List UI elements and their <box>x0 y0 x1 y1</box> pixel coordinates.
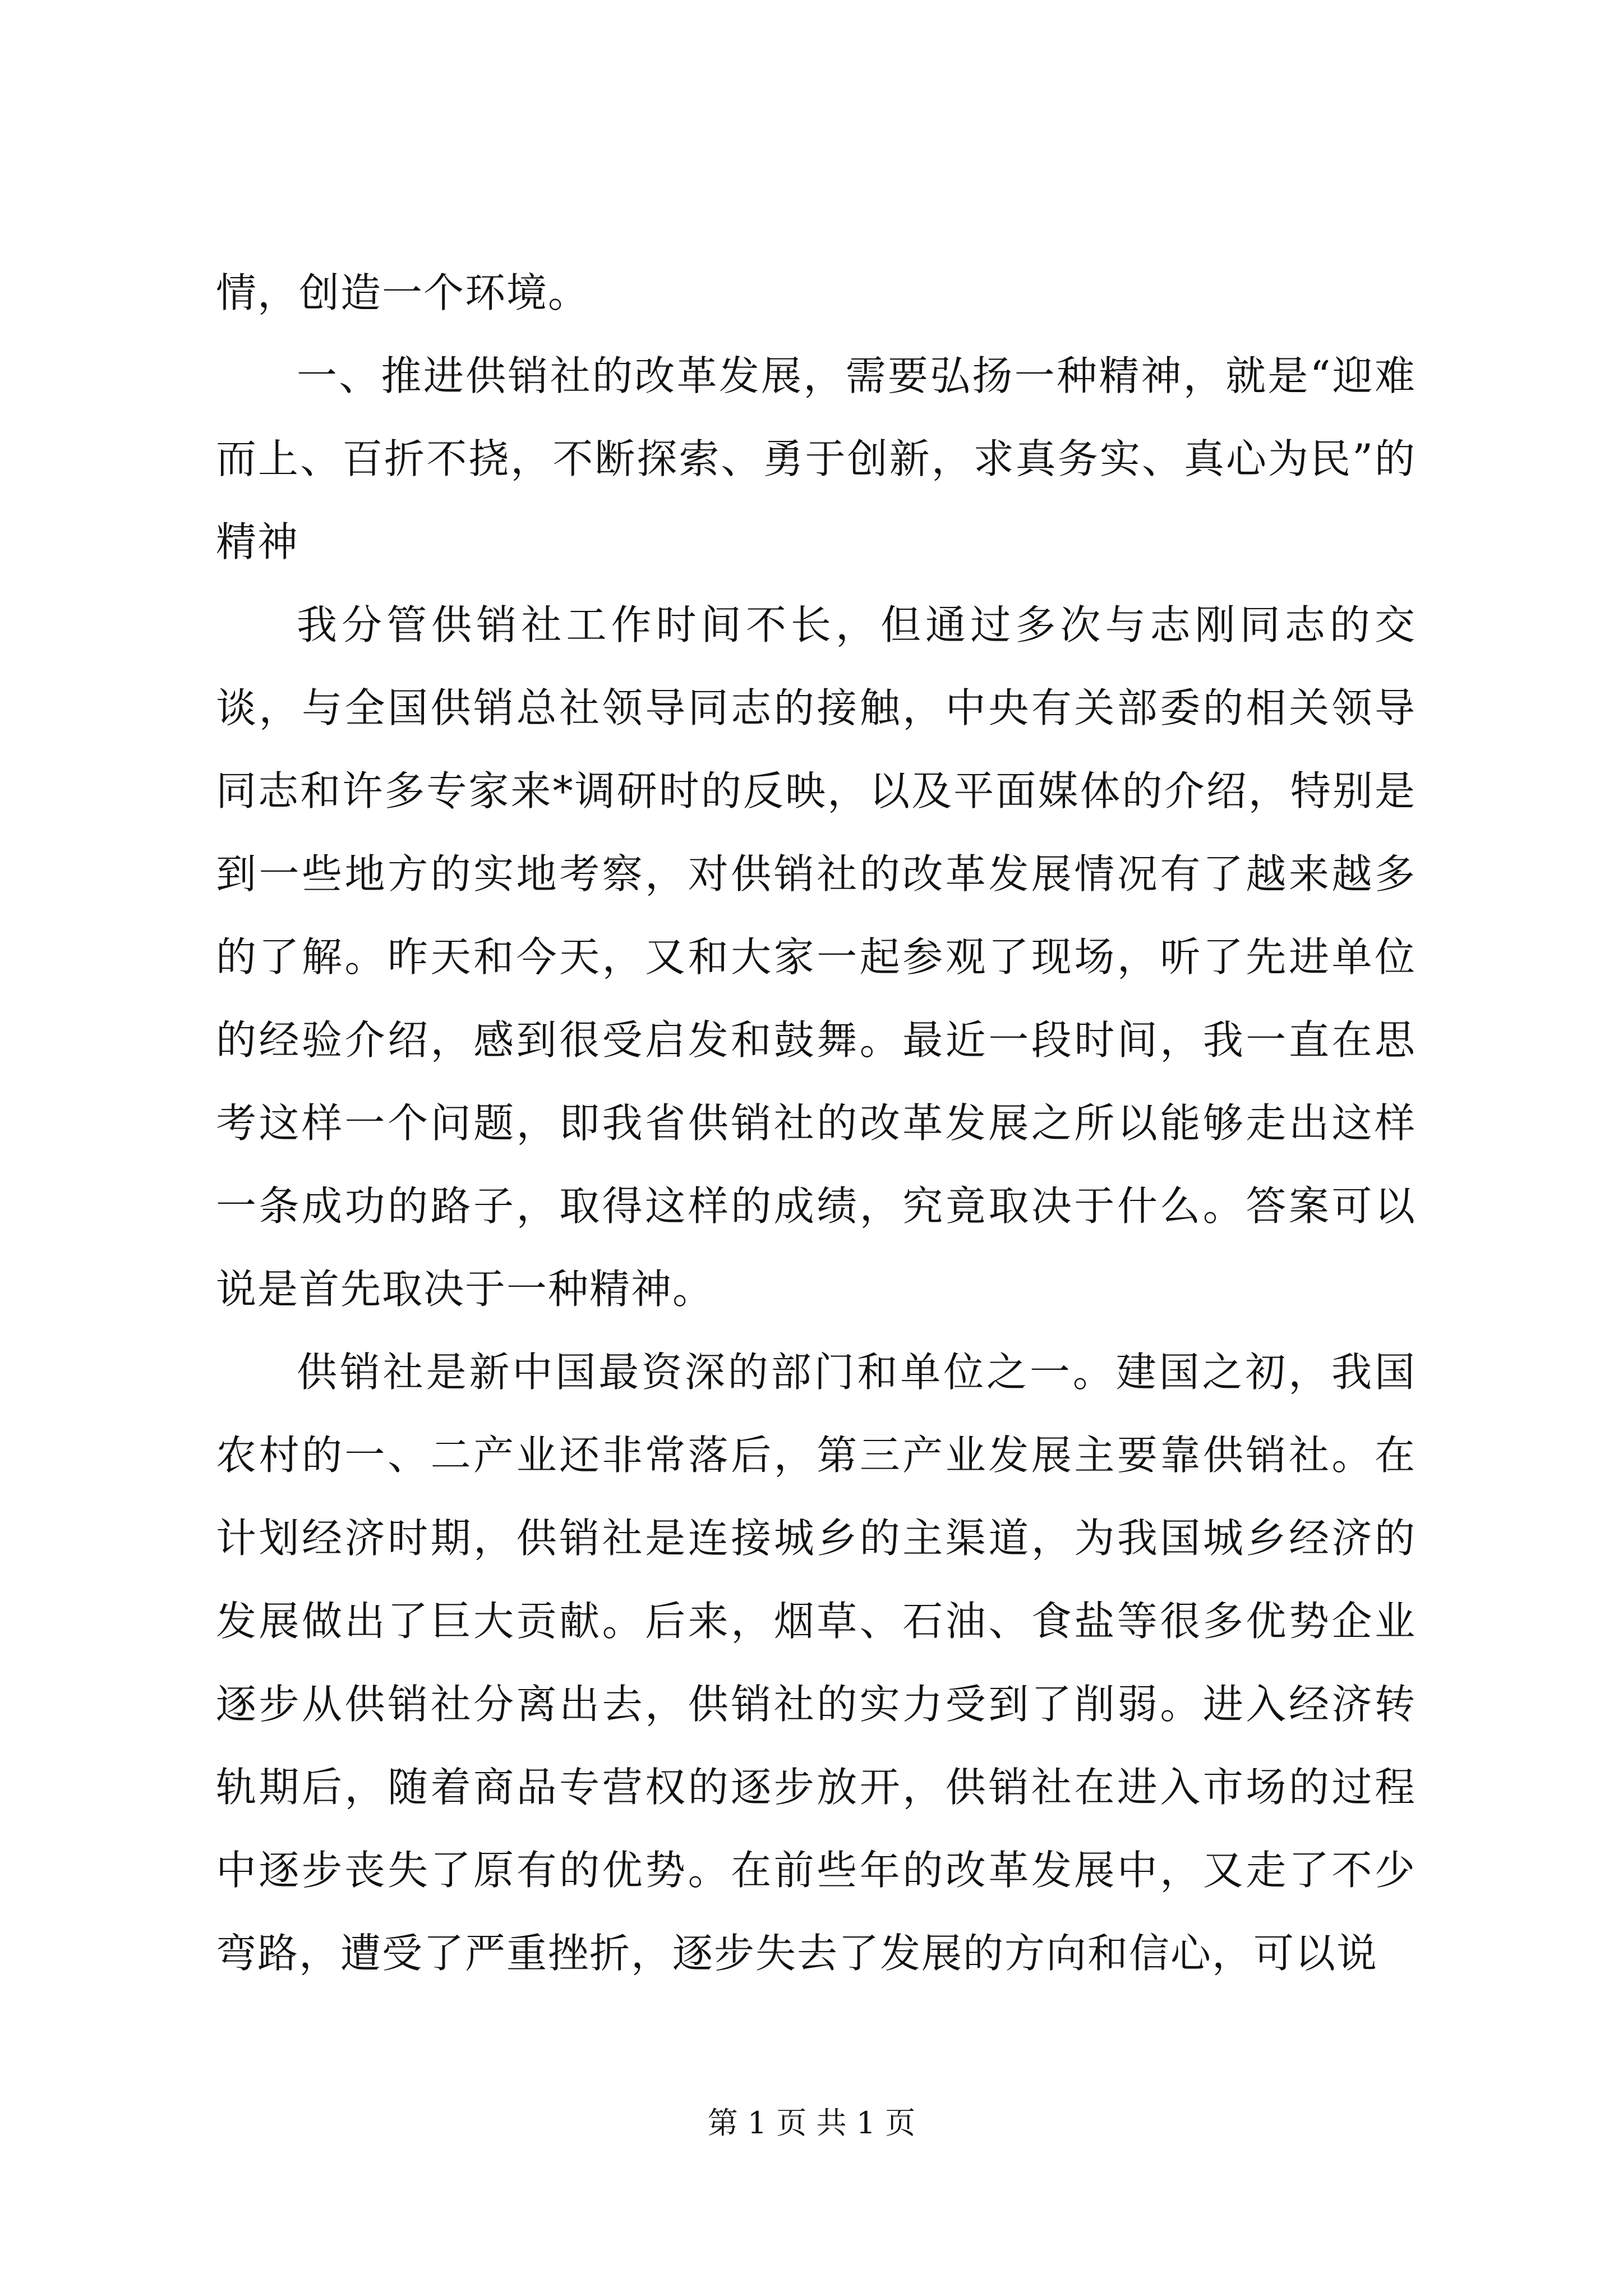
paragraph-3: 我分管供销社工作时间不长，但通过多次与志刚同志的交谈，与全国供销总社领导同志的接触，中央有关部委的相关领导同志和许多专家来*调研时的反映，以及平面媒体的介绍，特别是到一些地方的实地考察，对供销社的改革发展情况有了越来越多的了解。昨天和今天，又和大家一起参观了现场，听了先进单位的经验介绍，感到很受启发和鼓舞。最近一段时间，我一直在思考这样一个问题，即我省供销社的改革发展之所以能够走出这样一条成功的路子，取得这样的成绩，究竟取决于什么。答案可以说是首先取决于一种精神。 <box>216 601 1416 1313</box>
page-number-label: 第 1 页 共 1 页 <box>707 2105 916 2141</box>
paragraph-1: 情，创造一个环境。 <box>216 269 590 316</box>
page-footer <box>0 2101 1623 2146</box>
paragraph-4: 供销社是新中国最资深的部门和单位之一。建国之初，我国农村的一、二产业还非常落后，第三产业发展主要靠供销社。在计划经济时期，供销社是连接城乡的主渠道，为我国城乡经济的发展做出了巨大贡献。后来，烟草、石油、食盐等很多优势企业逐步从供销社分离出去，供销社的实力受到了削弱。进入经济转轨期后，随着商品专营权的逐步放开，供销社在进入市场的过程中逐步丧失了原有的优势。在前些年的改革发展中，又走了不少弯路，遭受了严重挫折，逐步失去了发展的方向和信心，可以说 <box>216 1349 1416 1977</box>
paragraph-2: 一、推进供销社的改革发展，需要弘扬一种精神，就是“迎难而上、百折不挠，不断探索、勇于创新，求真务实、真心为民”的精神 <box>216 352 1416 565</box>
document-body <box>216 251 1416 1995</box>
